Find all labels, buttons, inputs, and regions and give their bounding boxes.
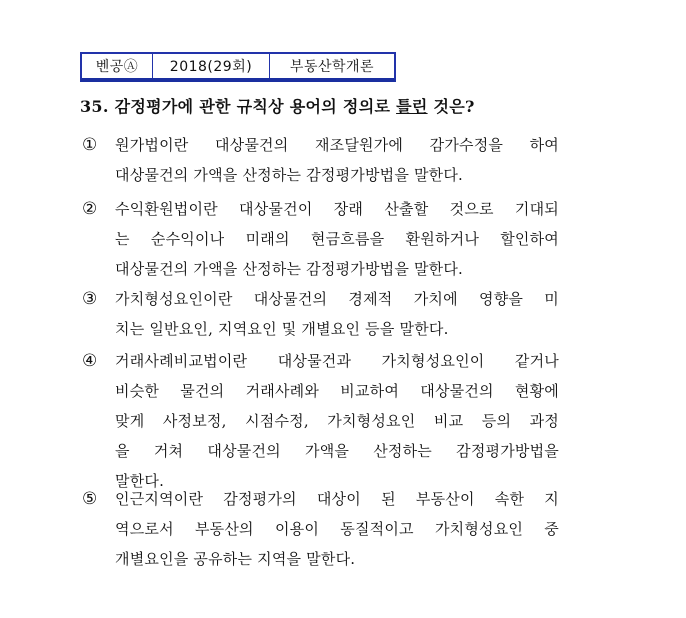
question-number: 35. (80, 97, 109, 116)
header-subject-label: 부동산학개론 (289, 59, 375, 75)
option-text (115, 130, 559, 190)
exam-header (80, 52, 396, 82)
option-line: 수익환원법이란 대상물건이 장래 산출할 것으로 기대되 (115, 200, 559, 218)
option-line: 거래사례비교법이란 대상물건과 가치형성요인이 같거나 (115, 352, 559, 370)
answer-option-4[interactable] (82, 346, 562, 496)
header-year-label: 2018(29회) (153, 54, 270, 78)
option-marker: ② (82, 199, 98, 219)
option-text (115, 194, 559, 284)
option-marker: ① (82, 135, 98, 155)
header-source-label: 벤공Ⓐ (82, 54, 153, 78)
option-line: 인근지역이란 감정평가의 대상이 된 부동산이 속한 지 (115, 490, 559, 508)
option-line: 개별요인을 공유하는 지역을 말한다. (115, 550, 356, 568)
option-text (115, 346, 559, 496)
question-stem (80, 94, 580, 117)
option-marker: ③ (82, 289, 98, 309)
option-line: 는 순수익이나 미래의 현금흐름을 환원하거나 할인하여 (115, 230, 559, 248)
option-line: 가치형성요인이란 대상물건의 경제적 가치에 영향을 미 (115, 290, 559, 308)
option-line: 치는 일반요인, 지역요인 및 개별요인 등을 말한다. (115, 320, 449, 338)
question-text-after: 것은? (427, 97, 475, 116)
answer-option-3[interactable] (82, 284, 562, 344)
option-line: 비슷한 물건의 거래사례와 비교하여 대상물건의 현황에 (115, 382, 559, 400)
option-marker: ⑤ (82, 489, 98, 509)
question-text-underlined: 틀린 (396, 97, 428, 116)
answer-option-5[interactable] (82, 484, 562, 574)
option-text (115, 284, 559, 344)
option-line: 대상물건의 가액을 산정하는 감정평가방법을 말한다. (115, 260, 464, 278)
option-line: 역으로서 부동산의 이용이 동질적이고 가치형성요인 중 (115, 520, 559, 538)
option-line: 대상물건의 가액을 산정하는 감정평가방법을 말한다. (115, 166, 464, 184)
answer-option-2[interactable] (82, 194, 562, 284)
option-line: 을 거쳐 대상물건의 가액을 산정하는 감정평가방법을 (115, 442, 559, 460)
option-line: 맞게 사정보정, 시점수정, 가치형성요인 비교 등의 과정 (115, 412, 559, 430)
option-marker: ④ (82, 351, 98, 371)
option-text (115, 484, 559, 574)
option-line: 원가법이란 대상물건의 재조달원가에 감가수정을 하여 (115, 136, 559, 154)
question-text-before: 감정평가에 관한 규칙상 용어의 정의로 (114, 97, 397, 116)
option-line: 말한다. (115, 472, 165, 490)
answer-option-1[interactable] (82, 130, 562, 190)
